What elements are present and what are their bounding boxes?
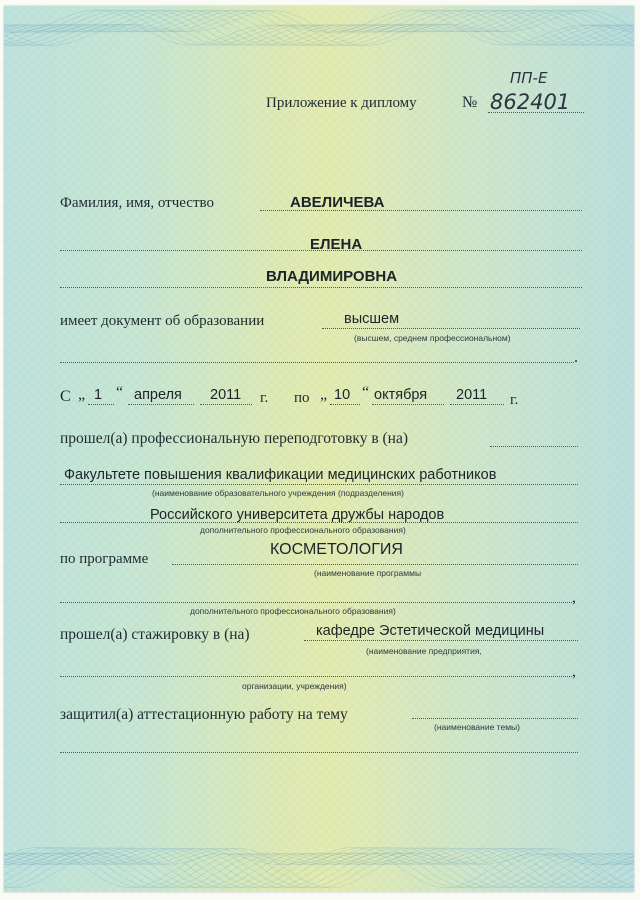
diploma-annex-sheet: Приложение к диплому № ПП-Е 862401 Фамилия, имя, отчество АВЕЛИЧЕВА ЕЛЕНА ВЛАДИМИРОВНА имеет документ об образовании высшем (высшем, среднем профессиональном) . С „ 1 “ апреля 2011 г. по „ 10 “ октября 2011 г. прошел(а) профессиональную переподготовку в (на) Факультете повышения квалификации медицинских работников (наименование образовательного учреждения (подразделения) Российского университета дружбы народов дополнительного профессионального образования) по программе КОСМЕТОЛОГИЯ (наименование программы , дополнительного профессионального образования) прошел(а) стажировку в (на) кафедре Эстетической медицины (наименование предприятия, , организации, учреждения) защитил(а) аттестационную работу на тему (наименование темы)	[4, 6, 634, 892]
institution-line-2-value: Российского университета дружбы народов	[150, 507, 445, 523]
to-word: по	[294, 390, 310, 406]
education-hint: (высшем, среднем профессиональном)	[354, 333, 511, 343]
to-month: октября	[374, 387, 428, 403]
period-from-prefix: С	[60, 388, 71, 405]
patronymic-line	[60, 287, 582, 288]
to-year: 2011	[456, 387, 488, 403]
from-month: апреля	[134, 387, 182, 403]
thesis-hint: (наименование темы)	[434, 722, 520, 732]
name-label: Фамилия, имя, отчество	[60, 195, 214, 211]
internship-hint-2: организации, учреждения)	[242, 681, 347, 691]
annex-label: Приложение к диплому	[266, 95, 417, 111]
to-year-abbr: г.	[510, 392, 519, 408]
series-handwritten: ПП-Е	[510, 69, 548, 87]
number-line	[488, 112, 584, 113]
institution-line-1	[60, 484, 578, 485]
from-year-abbr: г.	[260, 390, 269, 406]
close-quote: “	[116, 384, 124, 401]
institution-line-1-value: Факультете повышения квалификации медицинских работников	[64, 467, 497, 483]
to-day: 10	[334, 387, 351, 403]
internship-value: кафедре Эстетической медицины	[316, 623, 545, 639]
retraining-label: прошел(а) профессиональную переподготовку в (на)	[60, 430, 409, 447]
program-hint-1: (наименование программы	[314, 568, 422, 578]
thesis-label: защитил(а) аттестационную работу на тему	[60, 706, 348, 723]
from-year: 2011	[210, 387, 242, 403]
internship-line-2	[60, 676, 572, 677]
thesis-line-2	[60, 752, 578, 753]
number-sign: №	[462, 94, 478, 111]
first-name-value: ЕЛЕНА	[310, 236, 363, 253]
program-hint-2: дополнительного профессионального образования)	[190, 606, 396, 616]
institution-hint-2: дополнительного профессионального образования)	[200, 525, 406, 535]
number-handwritten: 862401	[490, 90, 571, 114]
program-value: КОСМЕТОЛОГИЯ	[270, 541, 403, 558]
patronymic-value: ВЛАДИМИРОВНА	[266, 268, 398, 285]
surname-value: АВЕЛИЧЕВА	[290, 194, 385, 211]
education-line	[322, 328, 580, 329]
to-open-quote: „	[320, 386, 328, 403]
institution-hint-1: (наименование образовательного учреждения (подразделения)	[152, 488, 404, 498]
education-line-2	[60, 362, 574, 363]
program-label: по программе	[60, 551, 149, 567]
to-close-quote: “	[362, 384, 370, 401]
open-quote: „	[78, 386, 86, 403]
from-day: 1	[94, 387, 103, 403]
thesis-line	[412, 718, 578, 719]
guilloche-pattern	[4, 6, 634, 892]
education-value: высшем	[344, 311, 400, 327]
internship-label: прошел(а) стажировку в (на)	[60, 626, 250, 643]
internship-line	[304, 640, 578, 641]
program-line-2	[60, 602, 572, 603]
internship-hint-1: (наименование предприятия,	[366, 646, 482, 656]
program-line	[172, 564, 578, 565]
education-label: имеет документ об образовании	[60, 313, 265, 329]
